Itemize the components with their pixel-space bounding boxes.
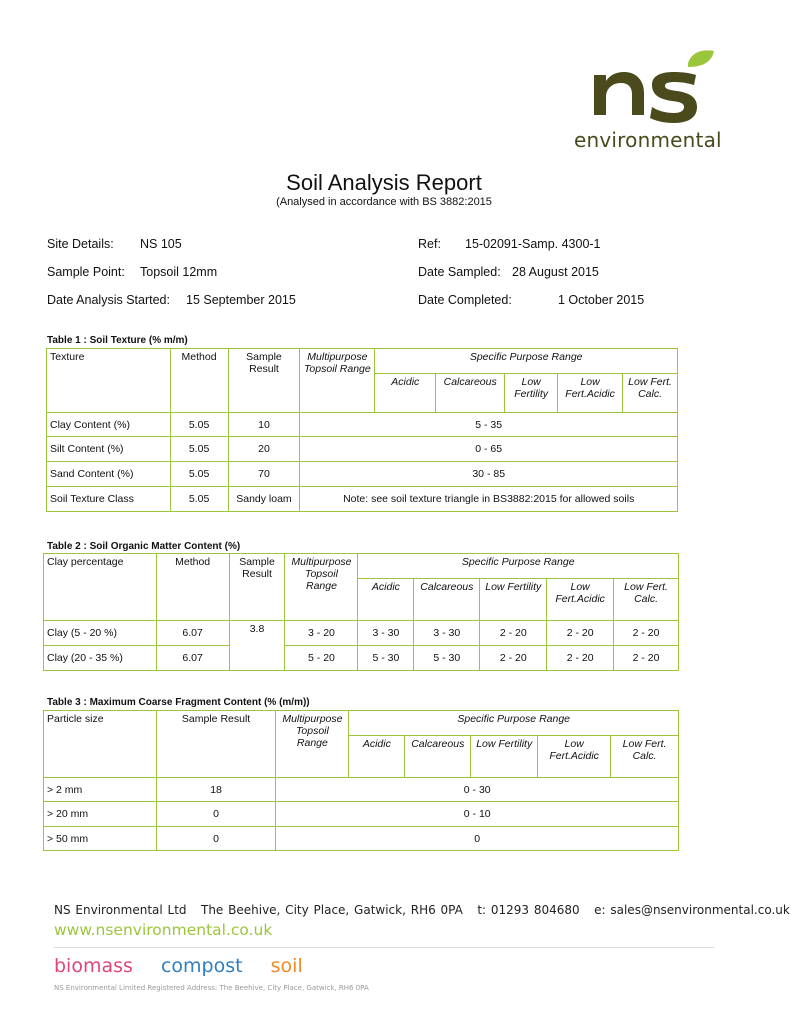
table2-caption: Table 2 : Soil Organic Matter Content (%) <box>47 541 241 552</box>
row-acidic: 5 - 30 <box>358 646 414 671</box>
row-range: 0 <box>276 827 679 851</box>
brand-biomass: biomass <box>54 955 133 977</box>
row-result: 10 <box>228 413 300 437</box>
report-title: Soil Analysis Report <box>286 170 482 195</box>
logo-wordmark: environmental <box>574 128 722 152</box>
row-result: 20 <box>228 437 300 462</box>
header-low-fert-calc: Low Fert. Calc. <box>614 579 679 621</box>
row-label: Silt Content (%) <box>47 437 171 462</box>
row-low-fert-acidic: 2 - 20 <box>547 646 614 671</box>
header-low-fertility: Low Fertility <box>505 374 558 413</box>
footer-address: The Beehive, City Place, Gatwick, RH6 0PA <box>201 903 463 917</box>
date-sampled-label: Date Sampled: <box>418 265 501 279</box>
brand-compost: compost <box>160 955 243 977</box>
row-range: 0 - 30 <box>276 778 679 802</box>
row-method: 5.05 <box>170 462 228 487</box>
table-row <box>44 827 679 851</box>
header-low-fert-calc: Low Fert. Calc. <box>623 374 678 413</box>
report-subtitle: (Analysed in accordance with BS 3882:2015 <box>276 196 492 208</box>
row-result: 18 <box>156 778 276 802</box>
row-low-fertility: 2 - 20 <box>480 621 547 646</box>
row-result: 0 <box>156 827 276 851</box>
footer-divider <box>54 947 714 948</box>
row-range: 5 - 35 <box>300 413 678 437</box>
date-completed-value: 1 October 2015 <box>558 293 645 307</box>
row-low-fert-acidic: 2 - 20 <box>547 621 614 646</box>
header-low-fert-acidic: Low Fert.Acidic <box>547 579 614 621</box>
table3-caption: Table 3 : Maximum Coarse Fragment Content (% (m/m)) <box>47 697 310 708</box>
organic-matter-table <box>43 553 679 671</box>
row-result: 70 <box>228 462 300 487</box>
row-low-fert-calc: 2 - 20 <box>614 646 679 671</box>
header-calcareous: Calcareous <box>405 736 471 778</box>
header-sample-result: Sample Result <box>229 554 285 621</box>
header-texture: Texture <box>47 349 171 413</box>
footer-email[interactable]: e: sales@nsenvironmental.co.uk <box>594 903 790 917</box>
table-row <box>47 413 678 437</box>
header-multipurpose-range: Multipurpose Topsoil Range <box>300 349 375 413</box>
header-low-fert-acidic: Low Fert.Acidic <box>558 374 623 413</box>
header-sample-result: Sample Result <box>228 349 300 413</box>
row-label: > 20 mm <box>44 802 157 827</box>
date-sampled-value: 28 August 2015 <box>512 265 599 279</box>
footer-website-link[interactable]: www.nsenvironmental.co.uk <box>54 921 273 939</box>
date-completed-label: Date Completed: <box>418 293 512 307</box>
row-label: Clay (5 - 20 %) <box>44 621 157 646</box>
header-multipurpose-range: Multipurpose Topsoil Range <box>285 554 358 621</box>
row-method: 6.07 <box>156 646 229 671</box>
header-low-fertility: Low Fertility <box>471 736 538 778</box>
header-low-fert-acidic: Low Fert.Acidic <box>538 736 611 778</box>
brand-soil: soil <box>270 955 303 977</box>
row-range: 0 - 65 <box>300 437 678 462</box>
header-specific-range: Specific Purpose Range <box>375 349 678 374</box>
row-acidic: 3 - 30 <box>358 621 414 646</box>
soil-texture-table <box>46 348 678 512</box>
row-label: > 2 mm <box>44 778 157 802</box>
header-low-fertility: Low Fertility <box>480 579 547 621</box>
sample-result-value: 3.8 <box>229 621 285 671</box>
row-multipurpose: 3 - 20 <box>285 621 358 646</box>
row-method: 5.05 <box>170 487 228 512</box>
table-row <box>44 646 679 671</box>
header-calcareous: Calcareous <box>436 374 505 413</box>
header-acidic: Acidic <box>358 579 414 621</box>
header-method: Method <box>170 349 228 413</box>
coarse-fragment-table <box>43 710 679 851</box>
header-acidic: Acidic <box>375 374 436 413</box>
row-label: Soil Texture Class <box>47 487 171 512</box>
footer-brands <box>54 955 325 977</box>
table-row <box>44 778 679 802</box>
header-specific-range: Specific Purpose Range <box>358 554 679 579</box>
header-low-fert-calc: Low Fert. Calc. <box>611 736 679 778</box>
row-result: 0 <box>156 802 276 827</box>
row-method: 6.07 <box>156 621 229 646</box>
header-calcareous: Calcareous <box>414 579 480 621</box>
row-label: Clay Content (%) <box>47 413 171 437</box>
header-multipurpose-range: Multipurpose Topsoil Range <box>276 711 349 778</box>
ref-value: 15-02091-Samp. 4300-1 <box>465 237 601 251</box>
header-clay-percentage: Clay percentage <box>44 554 157 621</box>
table-row <box>44 802 679 827</box>
row-label: Clay (20 - 35 %) <box>44 646 157 671</box>
table-row <box>47 462 678 487</box>
row-range: Note: see soil texture triangle in BS3882:2015 for allowed soils <box>300 487 678 512</box>
header-method: Method <box>156 554 229 621</box>
footer-registered-address: NS Environmental Limited Registered Address: The Beehive, City Place, Gatwick, RH6 0PA <box>54 984 369 992</box>
sample-point-label: Sample Point: <box>47 265 125 279</box>
header-particle-size: Particle size <box>44 711 157 778</box>
row-low-fert-calc: 2 - 20 <box>614 621 679 646</box>
table-row <box>44 621 679 646</box>
row-method: 5.05 <box>170 437 228 462</box>
footer-phone: t: 01293 804680 <box>477 903 580 917</box>
date-started-label: Date Analysis Started: <box>47 293 170 307</box>
row-label: > 50 mm <box>44 827 157 851</box>
row-low-fertility: 2 - 20 <box>480 646 547 671</box>
row-multipurpose: 5 - 20 <box>285 646 358 671</box>
header-specific-range: Specific Purpose Range <box>349 711 679 736</box>
table1-caption: Table 1 : Soil Texture (% m/m) <box>47 335 188 346</box>
footer-contact-line <box>54 903 790 917</box>
ref-label: Ref: <box>418 237 441 251</box>
sample-point-value: Topsoil 12mm <box>140 265 218 279</box>
site-details-value: NS 105 <box>140 237 182 251</box>
table-row <box>47 437 678 462</box>
row-result: Sandy loam <box>228 487 300 512</box>
table-row <box>47 487 678 512</box>
header-sample-result: Sample Result <box>156 711 276 778</box>
row-calcareous: 5 - 30 <box>414 646 480 671</box>
site-details-label: Site Details: <box>47 237 114 251</box>
row-calcareous: 3 - 30 <box>414 621 480 646</box>
header-acidic: Acidic <box>349 736 405 778</box>
date-started-value: 15 September 2015 <box>186 293 296 307</box>
footer-company: NS Environmental Ltd <box>54 903 187 917</box>
row-method: 5.05 <box>170 413 228 437</box>
row-range: 30 - 85 <box>300 462 678 487</box>
row-range: 0 - 10 <box>276 802 679 827</box>
row-label: Sand Content (%) <box>47 462 171 487</box>
